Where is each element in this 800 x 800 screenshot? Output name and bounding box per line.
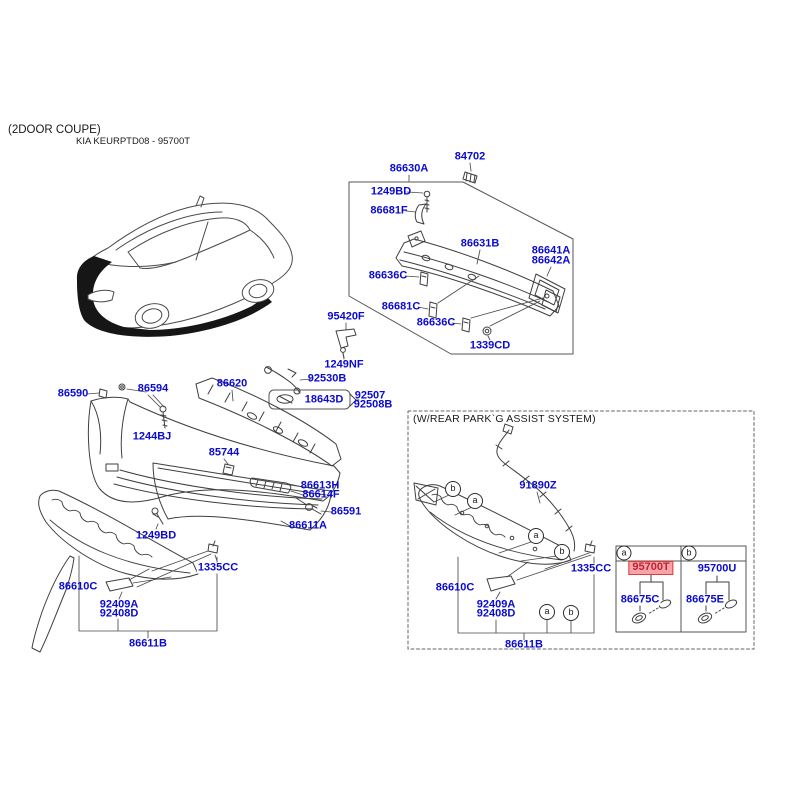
part-label-1249NF[interactable]: 1249NF — [324, 358, 364, 371]
callout-a-2: a — [528, 528, 544, 544]
callout-b-2: b — [554, 544, 570, 560]
park-assist-box-title: (W/REAR PARK`G ASSIST SYSTEM) — [413, 413, 596, 425]
part-label-86611B[interactable]: 86611B — [129, 637, 167, 650]
part-label-86641A[interactable]: 86641A — [531, 244, 571, 257]
part-label-86620[interactable]: 86620 — [216, 377, 248, 390]
part-label-86642A[interactable]: 86642A — [531, 254, 571, 267]
part-label-86636C-upper[interactable]: 86636C — [368, 269, 408, 282]
part-label-86614F[interactable]: 86614F — [302, 488, 340, 501]
callout-b-3: b — [563, 605, 579, 621]
legend-part-95700T-highlighted[interactable]: 95700T — [628, 561, 673, 575]
park-assist-box-frame — [408, 411, 754, 649]
rear-bumper-art — [32, 378, 341, 652]
catalog-code: KIA KEURPTD08 - 95700T — [76, 136, 191, 147]
car-illustration — [77, 196, 292, 337]
callout-a-1: a — [467, 493, 483, 509]
part-label-86611A[interactable]: 86611A — [289, 519, 327, 532]
part-label-92508B[interactable]: 92508B — [353, 398, 393, 411]
part-label-1249BD-lower[interactable]: 1249BD — [135, 529, 177, 542]
part-label-1339CD[interactable]: 1339CD — [469, 339, 511, 352]
part-label-86681C[interactable]: 86681C — [381, 300, 421, 313]
park-assist-art — [414, 424, 595, 591]
part-label-86636C-lower[interactable]: 86636C — [416, 316, 456, 329]
part-label-85744[interactable]: 85744 — [208, 446, 240, 459]
legend-part-95700U[interactable]: 95700U — [697, 562, 737, 575]
legend-part-86675C[interactable]: 86675C — [620, 593, 660, 606]
part-label-86681F[interactable]: 86681F — [370, 204, 408, 217]
part-label-92409A[interactable]: 92409A — [99, 598, 139, 611]
part-label-92530B[interactable]: 92530B — [307, 372, 347, 385]
legend-marker-a: a — [617, 546, 632, 561]
part-label-86594[interactable]: 86594 — [137, 382, 169, 395]
part-label-95420F[interactable]: 95420F — [327, 310, 365, 323]
part-label-18643D[interactable]: 18643D — [304, 393, 344, 406]
part-label-86591[interactable]: 86591 — [330, 505, 362, 518]
part-label-86610C[interactable]: 86610C — [58, 580, 98, 593]
part-label-86630A[interactable]: 86630A — [389, 162, 429, 175]
part-label-1335CC[interactable]: 1335CC — [197, 561, 239, 574]
park-part-label-91890Z[interactable]: 91890Z — [519, 479, 557, 492]
legend-marker-b: b — [682, 546, 697, 561]
callout-b-1: b — [445, 481, 461, 497]
park-part-label-1335CC[interactable]: 1335CC — [570, 562, 612, 575]
part-label-86613H[interactable]: 86613H — [300, 479, 340, 492]
part-label-92507[interactable]: 92507 — [354, 389, 386, 402]
park-part-label-92408D[interactable]: 92408D — [476, 607, 516, 620]
part-label-1244BJ[interactable]: 1244BJ — [132, 430, 172, 443]
part-label-84702[interactable]: 84702 — [454, 150, 486, 163]
park-part-label-86610C[interactable]: 86610C — [435, 581, 475, 594]
variant-title: (2DOOR COUPE) — [8, 124, 101, 136]
part-label-86590[interactable]: 86590 — [57, 387, 89, 400]
callout-a-3: a — [539, 604, 555, 620]
part-label-86631B[interactable]: 86631B — [460, 237, 500, 250]
part-label-92408D[interactable]: 92408D — [99, 607, 139, 620]
park-part-label-92409A[interactable]: 92409A — [476, 598, 516, 611]
part-label-1249BD[interactable]: 1249BD — [370, 185, 412, 198]
legend-part-86675E[interactable]: 86675E — [686, 593, 724, 606]
park-part-label-86611B[interactable]: 86611B — [505, 638, 543, 651]
